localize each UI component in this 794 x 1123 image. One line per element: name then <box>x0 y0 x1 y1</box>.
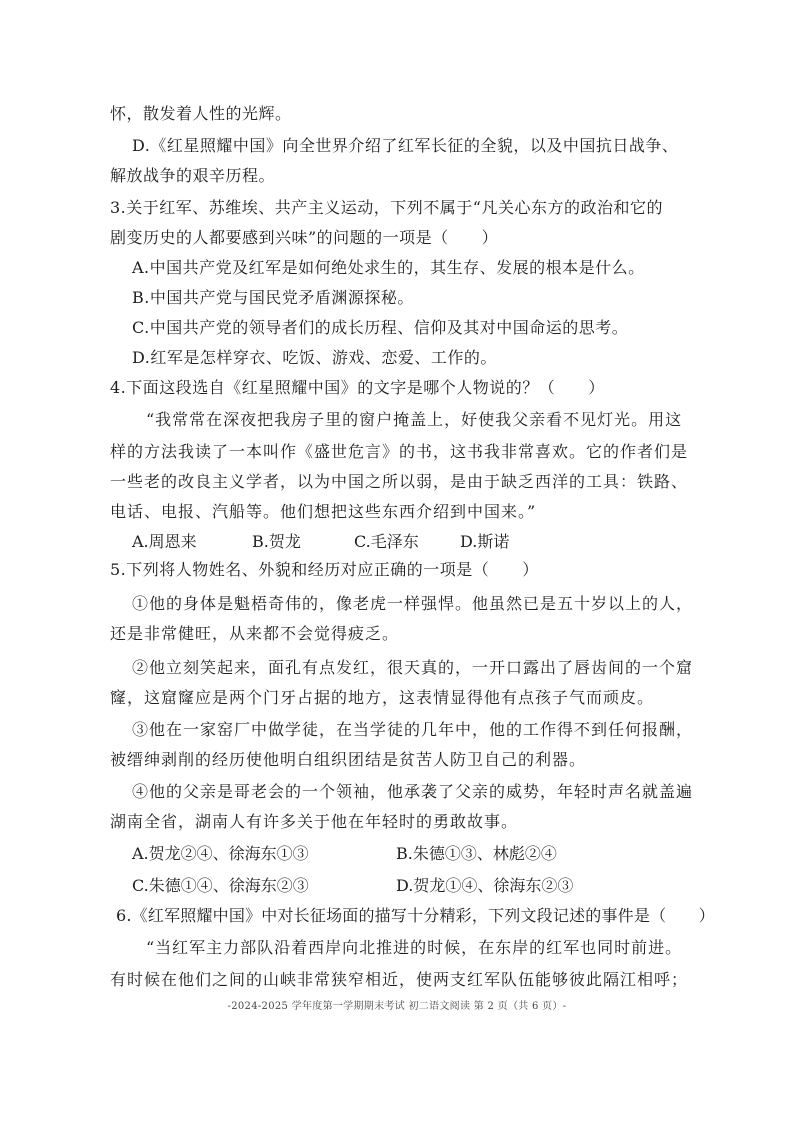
q3-option-b: B.中国共产党与国民党矛盾渊源探秘。 <box>132 288 414 307</box>
question-4-line: 4.下面这段选自《红星照耀中国》的文字是哪个人物说的？（ ） <box>110 378 605 397</box>
passage-line: ②他立刻笑起来，面孔有点发红，很天真的，一开口露出了唇齿间的一个窟 <box>132 658 694 677</box>
q4-option: D.斯诺 <box>460 532 510 551</box>
question-6-line: 6.《红军照耀中国》中对长征场面的描写十分精彩，下列文段记述的事件是（ ） <box>116 906 715 925</box>
passage-line: 被缙绅剥削的经历使他明白组织团结是贫苦人防卫自己的利器。 <box>110 750 587 769</box>
quote-line: “我常常在深夜把我房子里的窗户掩盖上，好使我父亲看不见灯光。用这 <box>146 410 683 429</box>
q5-option-d: D.贺龙①④、徐海东②③ <box>396 876 574 895</box>
passage-line: 窿，这窟窿应是两个门牙占据的地方，这表情显得他有点孩子气而顽皮。 <box>110 688 655 707</box>
question-3-line: 剧变历史的人都要感到兴味”的问题的一项是（ ） <box>110 228 499 247</box>
q4-option: C.毛泽东 <box>354 532 419 551</box>
quote-line: 样的方法我读了一本叫作《盛世危言》的书，这书我非常喜欢。它的作者们是 <box>110 442 689 461</box>
passage-line: 还是非常健旺，从来都不会觉得疲乏。 <box>110 624 400 643</box>
q5-option-c: C.朱德①④、徐海东②③ <box>132 876 309 895</box>
quote-line: 一些老的改良主义学者，以为中国之所以弱，是由于缺乏西洋的工具：铁路、 <box>110 472 689 491</box>
q4-option: B.贺龙 <box>252 532 301 551</box>
question-3-line: 3.关于红军、苏维埃、共产主义运动，下列不属于“凡关心东方的政治和它的 <box>110 198 663 217</box>
q3-option-c: C.中国共产党的领导者们的成长历程、信仰及其对中国命运的思考。 <box>132 318 629 337</box>
text-line: 怀，散发着人性的光辉。 <box>110 104 292 123</box>
q4-option: A.周恩来 <box>132 532 197 551</box>
q5-option-b: B.朱德①③、林彪②④ <box>396 844 557 863</box>
text-line: 解放战争的艰辛历程。 <box>110 166 276 185</box>
quote-line: “当红军主力部队沿着西岸向北推进的时候，在东岸的红军也同时前进。 <box>146 938 683 957</box>
q5-option-a: A.贺龙②④、徐海东①③ <box>132 844 309 863</box>
question-5-line: 5.下列将人物姓名、外貌和经历对应正确的一项是（ ） <box>110 560 539 579</box>
q3-option-d: D.红军是怎样穿衣、吃饭、游戏、恋爱、工作的。 <box>132 348 497 367</box>
option-d-line: D.《红星照耀中国》向全世界介绍了红军长征的全貌，以及中国抗日战争、 <box>132 136 679 155</box>
page-footer: -2024-2025 学年度第一学期期末考试 初二语文阅读 第 2 页（共 6 页）- <box>227 1001 567 1012</box>
passage-line: 湖南全省，湖南人有许多关于他在年轻时的勇敢故事。 <box>110 812 519 831</box>
passage-line: ④他的父亲是哥老会的一个领袖，他承袭了父亲的威势，年轻时声名就盖遍 <box>132 782 694 801</box>
q3-option-a: A.中国共产党及红军是如何绝处求生的，其生存、发展的根本是什么。 <box>132 258 645 277</box>
passage-line: ③他在一家窑厂中做学徒，在当学徒的几年中，他的工作得不到任何报酬， <box>132 720 694 739</box>
quote-line: 电话、电报、汽船等。他们想把这些东西介绍到中国来。” <box>110 502 537 521</box>
quote-line: 有时候在他们之间的山峡非常狭窄相近，使两支红军队伍能够彼此隔江相呼； <box>110 970 689 989</box>
passage-line: ①他的身体是魁梧奇伟的，像老虎一样强悍。他虽然已是五十岁以上的人， <box>132 594 694 613</box>
